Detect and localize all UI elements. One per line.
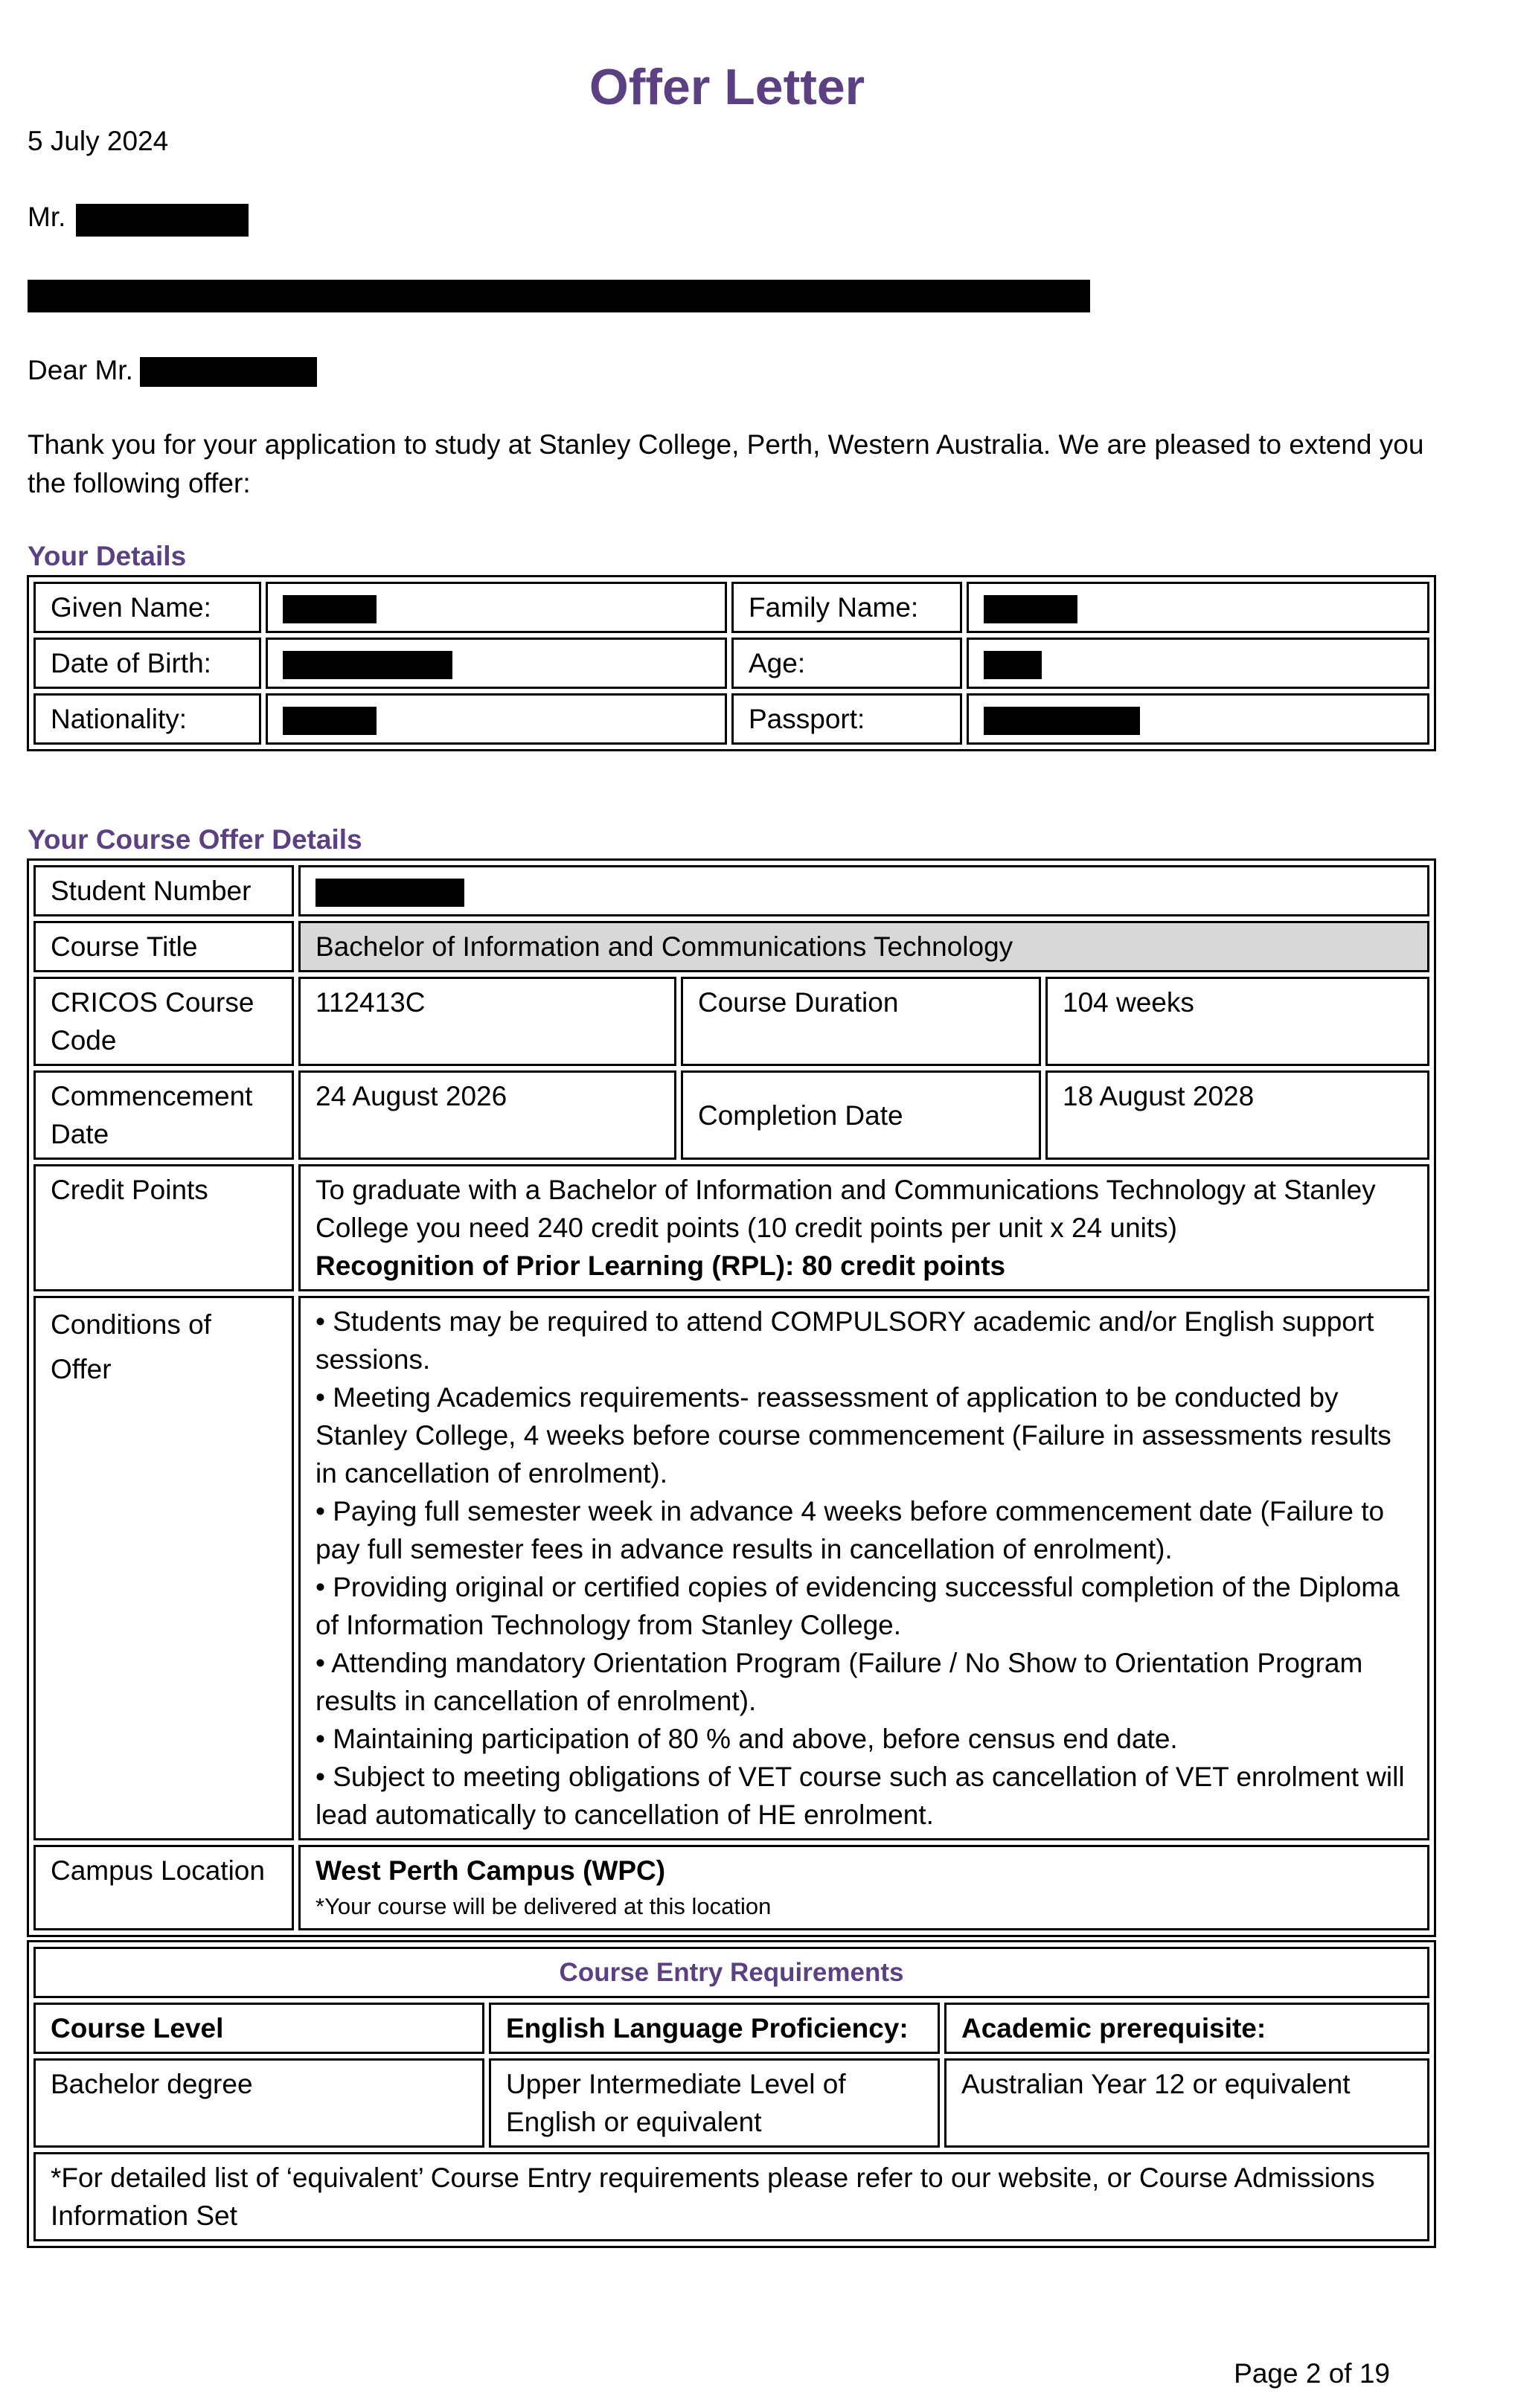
redacted-age [984, 651, 1042, 679]
entry-english: Upper Intermediate Level of English or equivalent [489, 2058, 940, 2148]
course-offer-heading: Your Course Offer Details [28, 824, 362, 855]
credit-points-value [298, 1164, 1429, 1291]
page-title: Offer Letter [589, 59, 865, 115]
redacted-recipient-name [76, 204, 249, 237]
credit-points-text: To graduate with a Bachelor of Information and Communications Technology at Stanley College you need 240 credit points (10 credit points per unit x 24 units) [316, 1175, 1376, 1243]
entry-course-level: Bachelor degree [33, 2058, 484, 2148]
entry-col-academic: Academic prerequisite: [944, 2003, 1429, 2054]
dob-label: Date of Birth: [33, 638, 261, 689]
recipient-salutation: Mr. [28, 202, 66, 232]
condition-item: • Subject to meeting obligations of VET course such as cancellation of VET enrolment will lead automatically to cancellation of HE enrolment. [316, 1762, 1405, 1830]
redacted-student-number [316, 879, 464, 907]
completion-label: Completion Date [681, 1070, 1041, 1160]
cricos-value: 112413C [298, 977, 676, 1066]
dob-value [266, 638, 727, 689]
entry-academic: Australian Year 12 or equivalent [944, 2058, 1429, 2148]
passport-label: Passport: [731, 693, 962, 745]
redacted-recipient-address [28, 280, 1090, 312]
your-details-heading: Your Details [28, 541, 187, 571]
course-title-value: Bachelor of Information and Communications Technology [298, 921, 1429, 972]
given-name-label: Given Name: [33, 582, 261, 633]
campus-note: *Your course will be delivered at this location [316, 1893, 772, 1919]
entry-heading: Course Entry Requirements [33, 1947, 1429, 1998]
course-offer-table [27, 858, 1436, 1937]
age-label: Age: [731, 638, 962, 689]
campus-value [298, 1845, 1429, 1930]
redacted-passport [984, 707, 1140, 735]
nationality-label: Nationality: [33, 693, 261, 745]
course-title-label: Course Title [33, 921, 294, 972]
family-name-label: Family Name: [731, 582, 962, 633]
student-number-label: Student Number [33, 865, 294, 916]
redacted-dear-name [140, 357, 317, 387]
redacted-nationality [283, 707, 377, 735]
condition-item: • Paying full semester week in advance 4 weeks before commencement date (Failure to pay full semester fees in advance results in cancellation of enrolment). [316, 1496, 1385, 1564]
duration-value: 104 weeks [1045, 977, 1429, 1066]
dear-salutation: Dear Mr. [28, 355, 133, 385]
student-number-value [298, 865, 1429, 916]
credit-points-label: Credit Points [33, 1164, 294, 1291]
entry-col-english: English Language Proficiency: [489, 2003, 940, 2054]
condition-item: • Providing original or certified copies of evidencing successful completion of the Diploma of Information Technology from Stanley College. [316, 1572, 1400, 1640]
completion-value: 18 August 2028 [1045, 1070, 1429, 1160]
conditions-value [298, 1296, 1429, 1840]
commencement-value: 24 August 2026 [298, 1070, 676, 1160]
conditions-label: Conditions of Offer [33, 1296, 294, 1840]
given-name-value [266, 582, 727, 633]
your-details-table [27, 575, 1436, 751]
campus-name: West Perth Campus (WPC) [316, 1855, 666, 1886]
age-value [967, 638, 1429, 689]
campus-label: Campus Location [33, 1845, 294, 1930]
condition-item: • Maintaining participation of 80 % and above, before census end date. [316, 1724, 1178, 1754]
redacted-dob [283, 651, 452, 679]
nationality-value [266, 693, 727, 745]
duration-label: Course Duration [681, 977, 1041, 1066]
condition-item: • Meeting Academics requirements- reassessment of application to be conducted by Stanley College, 4 weeks before course commencement (Failure in assessments results in cancellation of enrolment). [316, 1382, 1391, 1489]
redacted-family-name [984, 595, 1077, 623]
rpl-text: Recognition of Prior Learning (RPL): 80 credit points [316, 1250, 1006, 1281]
family-name-value [967, 582, 1429, 633]
commencement-label: Commencement Date [33, 1070, 294, 1160]
letter-date: 5 July 2024 [28, 126, 169, 156]
entry-note: *For detailed list of ‘equivalent’ Course Entry requirements please refer to our website, or Course Admissions Information Set [33, 2152, 1429, 2241]
intro-paragraph: Thank you for your application to study at Stanley College, Perth, Western Australia. We are pleased to extend you the following offer: [28, 429, 1424, 498]
redacted-given-name [283, 595, 377, 623]
entry-col-course-level: Course Level [33, 2003, 484, 2054]
passport-value [967, 693, 1429, 745]
page-number: Page 2 of 19 [1234, 2358, 1390, 2389]
condition-item: • Attending mandatory Orientation Program (Failure / No Show to Orientation Program results in cancellation of enrolment). [316, 1648, 1363, 1716]
cricos-label: CRICOS Course Code [33, 977, 294, 1066]
condition-item: • Students may be required to attend COMPULSORY academic and/or English support sessions. [316, 1306, 1374, 1375]
entry-requirements-table [27, 1940, 1436, 2248]
